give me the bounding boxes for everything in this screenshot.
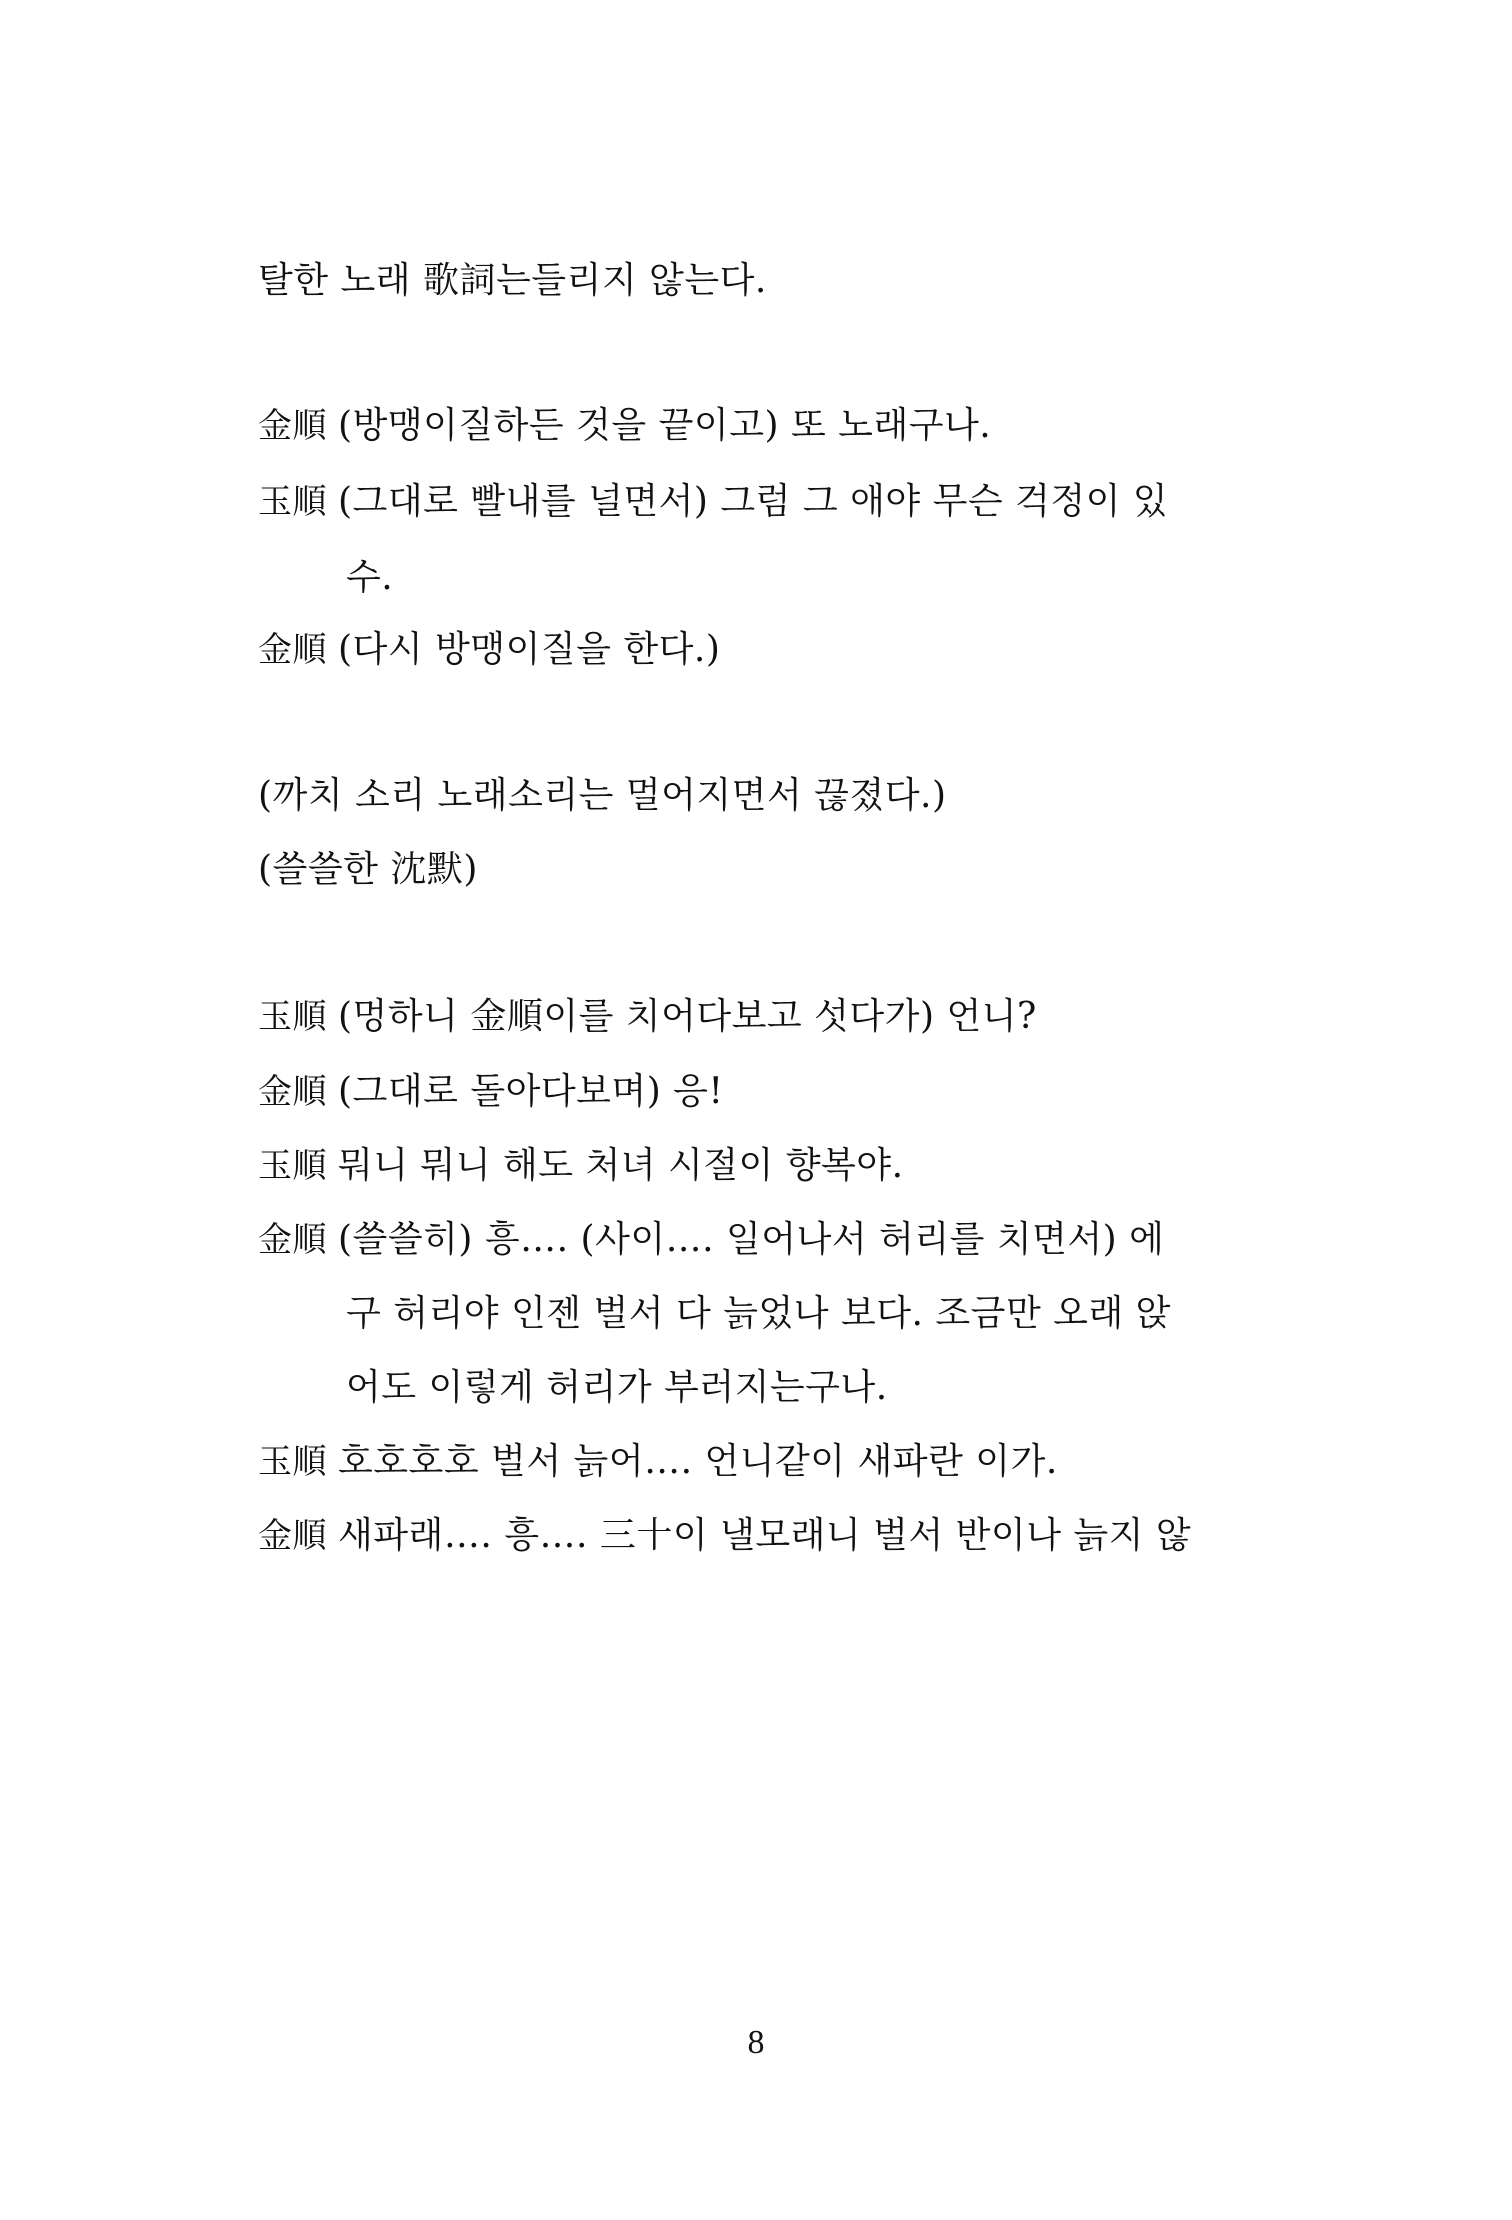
speaker-name: 金順 [258, 630, 327, 670]
dialogue-text: (그대로 빨내를 널면서) 그럼 그 애야 무슨 걱정이 있 [338, 481, 1169, 522]
dialogue-line [258, 1512, 1258, 1560]
dialogue-text: 뭐니 뭐니 해도 처녀 시절이 향복야. [338, 1145, 904, 1186]
speaker-name: 玉順 [258, 1146, 327, 1186]
page-number: 8 [747, 2024, 765, 2061]
dialogue-line [258, 478, 1258, 526]
dialogue-line [258, 1142, 1258, 1190]
speaker-name: 金順 [258, 1072, 327, 1112]
dialogue-text: (방맹이질하든 것을 끝이고) 또 노래구나. [338, 405, 992, 446]
stage-direction: (까치 소리 노래소리는 멀어지면서 끊졌다.) [258, 775, 947, 816]
dialogue-text: (멍하니 金順이를 치어다보고 섯다가) 언니? [338, 996, 1037, 1037]
dialogue-line [258, 1216, 1258, 1264]
dialogue-line [258, 1068, 1258, 1116]
dialogue-continuation: 어도 이렇게 허리가 부러지는구나. [346, 1367, 888, 1408]
dialogue-continuation: 구 허리야 인젠 벌서 다 늙었나 보다. 조금만 오래 앉 [346, 1293, 1171, 1334]
speaker-name: 玉順 [258, 482, 327, 522]
text-line: 탈한 노래 歌詞는들리지 않는다. [258, 260, 767, 301]
stage-direction: (쓸쓸한 沈默) [258, 849, 478, 890]
speaker-name: 金順 [258, 1220, 327, 1260]
dialogue-text: (그대로 돌아다보며) 응! [338, 1071, 724, 1112]
dialogue-text: 새파래…. 흥…. 三十이 낼모래니 벌서 반이나 늙지 않 [338, 1515, 1192, 1556]
dialogue-text: 호호호호 벌서 늙어…. 언니같이 새파란 이가. [338, 1441, 1058, 1482]
speaker-name: 玉順 [258, 997, 327, 1037]
speaker-name: 金順 [258, 1516, 327, 1556]
dialogue-line [258, 402, 1258, 450]
dialogue-text: (다시 방맹이질을 한다.) [338, 629, 721, 670]
dialogue-line [258, 1438, 1258, 1486]
speaker-name: 金順 [258, 406, 327, 446]
speaker-name: 玉順 [258, 1442, 327, 1482]
dialogue-text: (쓸쓸히) 흥…. (사이…. 일어나서 허리를 치면서) 에 [338, 1219, 1165, 1260]
dialogue-line [258, 626, 1258, 674]
dialogue-line [258, 993, 1258, 1041]
dialogue-continuation: 수. [346, 557, 394, 598]
